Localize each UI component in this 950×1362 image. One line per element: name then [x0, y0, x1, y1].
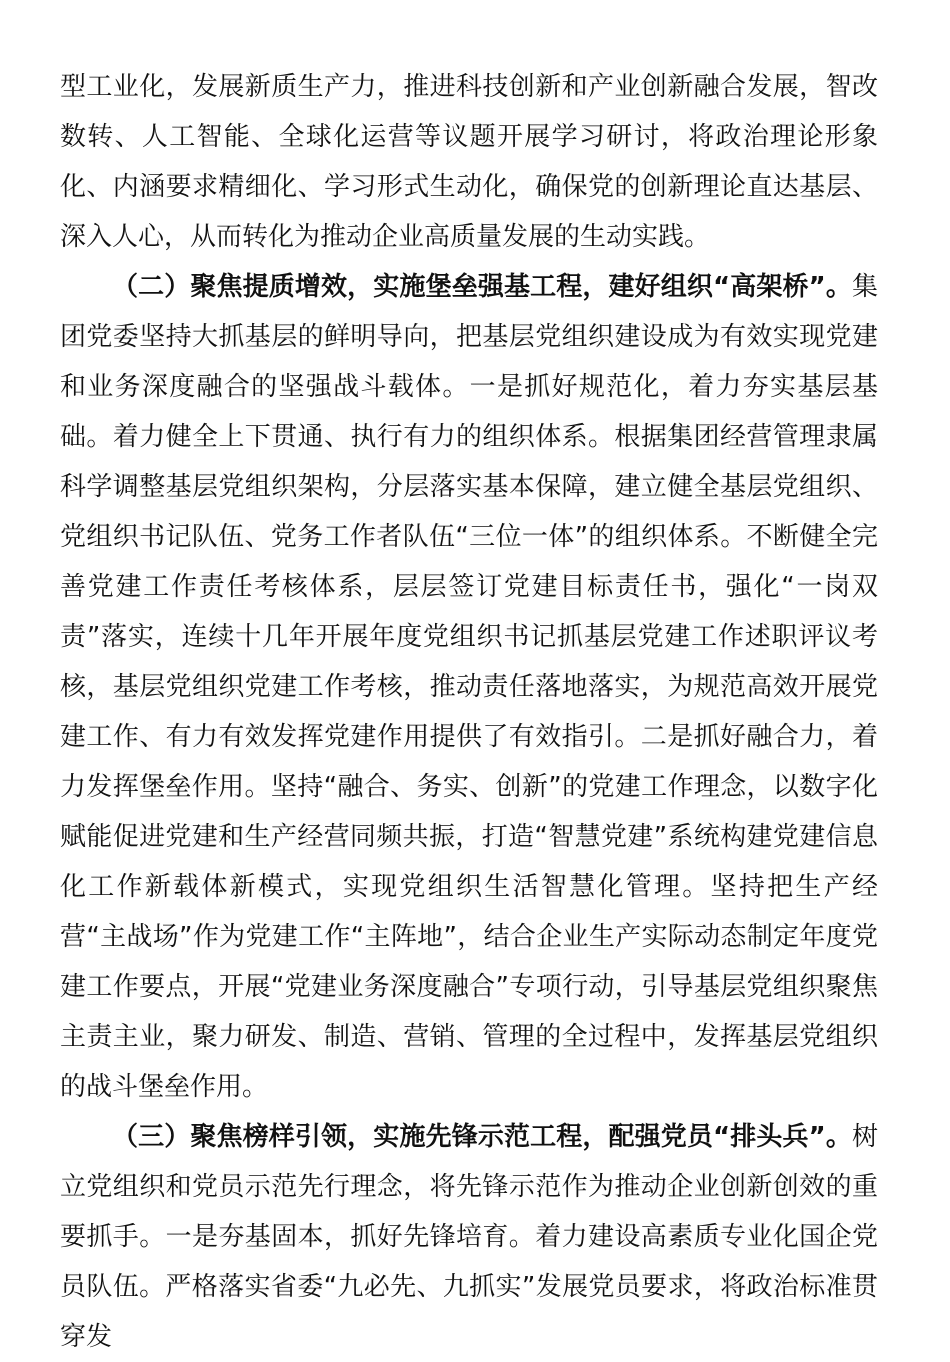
paragraph-2 — [60, 262, 878, 1112]
section-2-heading: （二）聚焦提质增效，实施堡垒强基工程，建好组织“高架桥”。 — [112, 272, 852, 302]
paragraph-1-text: 型工业化，发展新质生产力，推进科技创新和产业创新融合发展，智改数转、人工智能、全球化运营等议题开展学习研讨，将政治理论形象化、内涵要求精细化、学习形式生动化，确保党的创新理论直达基层、深入人心，从而转化为推动企业高质量发展的生动实践。 — [60, 72, 878, 252]
paragraph-1 — [60, 62, 878, 262]
paragraph-2-text: 集团党委坚持大抓基层的鲜明导向，把基层党组织建设成为有效实现党建和业务深度融合的坚强战斗载体。一是抓好规范化，着力夯实基层基础。着力健全上下贯通、执行有力的组织体系。根据集团经营管理隶属科学调整基层党组织架构，分层落实基本保障，建立健全基层党组织、党组织书记队伍、党务工作者队伍“三位一体”的组织体系。不断健全完善党建工作责任考核体系，层层签订党建目标责任书，强化“一岗双责”落实，连续十几年开展年度党组织书记抓基层党建工作述职评议考核，基层党组织党建工作考核，推动责任落地落实，为规范高效开展党建工作、有力有效发挥党建作用提供了有效指引。二是抓好融合力，着力发挥堡垒作用。坚持“融合、务实、创新”的党建工作理念，以数字化赋能促进党建和生产经营同频共振，打造“智慧党建”系统构建党建信息化工作新载体新模式，实现党组织生活智慧化管理。坚持把生产经营“主战场”作为党建工作“主阵地”，结合企业生产实际动态制定年度党建工作要点，开展“党建业务深度融合”专项行动，引导基层党组织聚焦主责主业，聚力研发、制造、营销、管理的全过程中，发挥基层党组织的战斗堡垒作用。 — [60, 272, 878, 1102]
section-3-heading: （三）聚焦榜样引领，实施先锋示范工程，配强党员“排头兵”。 — [112, 1122, 852, 1152]
paragraph-3 — [60, 1112, 878, 1362]
paragraph-3-text: 树立党组织和党员示范先行理念，将先锋示范作为推动企业创新创效的重要抓手。一是夯基固本，抓好先锋培育。着力建设高素质专业化国企党员队伍。严格落实省委“九必先、九抓实”发展党员要求，将政治标准贯穿发 — [60, 1122, 878, 1352]
document-page — [60, 62, 878, 1362]
